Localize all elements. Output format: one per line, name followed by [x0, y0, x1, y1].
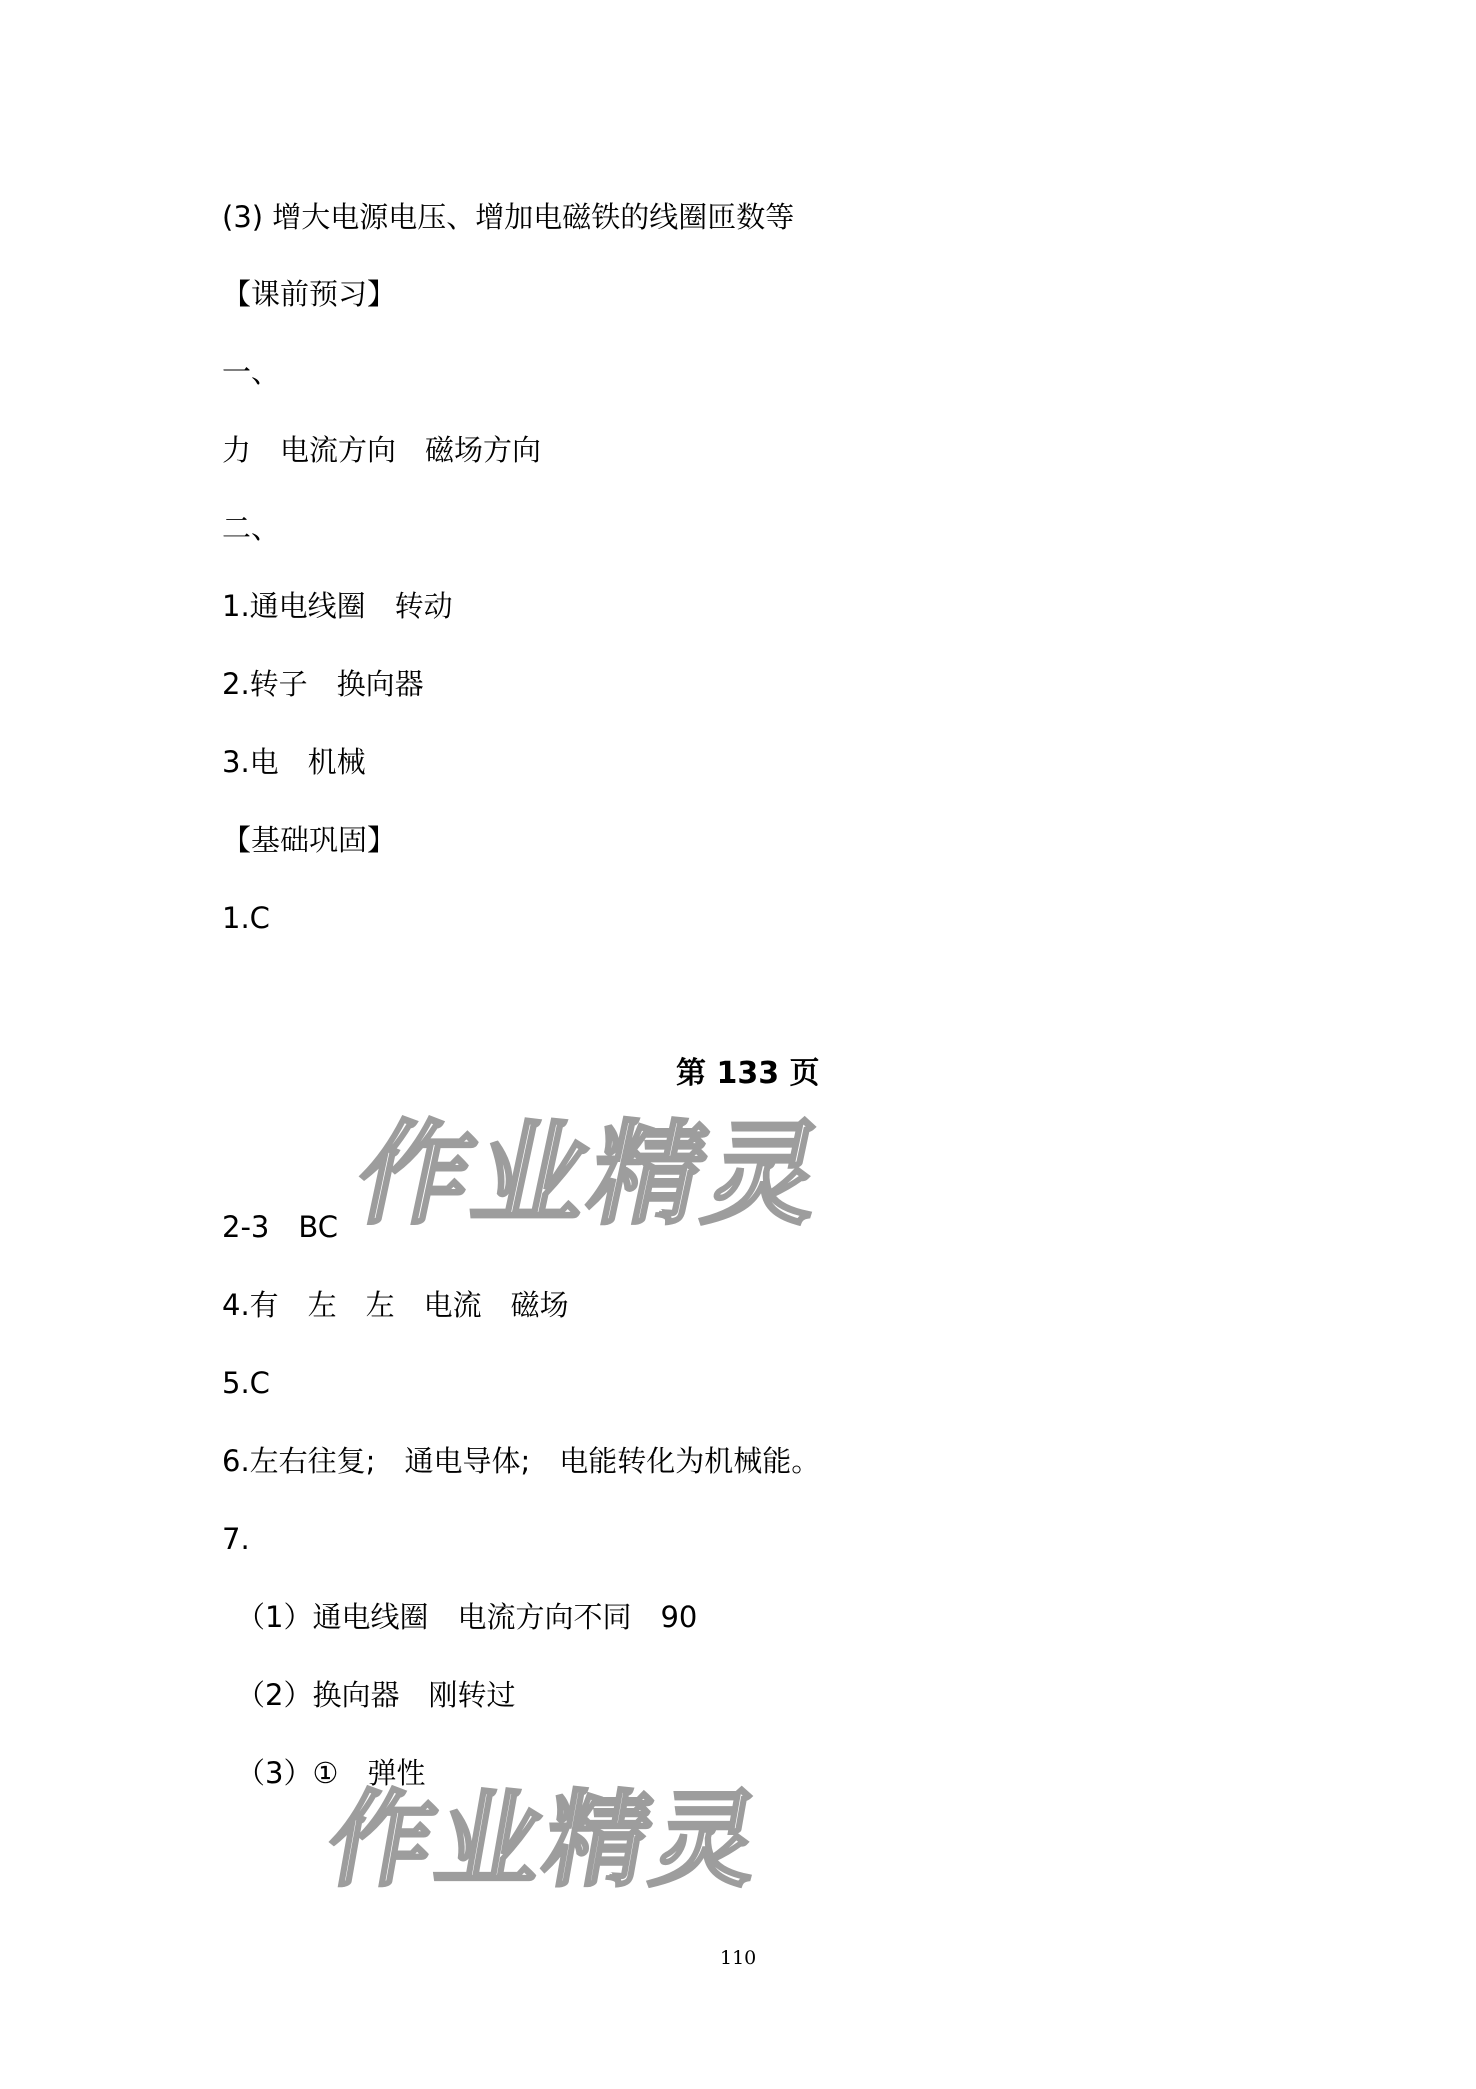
answer-subline: （1）通电线圈 电流方向不同 90: [236, 1600, 698, 1634]
page-heading: 第 133 页: [676, 1056, 820, 1091]
answer-line: 力 电流方向 磁场方向: [222, 433, 542, 467]
answer-line: 一、: [222, 355, 281, 389]
answer-line: 2-3 BC: [222, 1210, 339, 1244]
answer-subline: （2）换向器 刚转过: [236, 1678, 516, 1712]
answer-line: 3.电 机械: [222, 745, 366, 779]
section-heading-basics: 【基础巩固】: [222, 823, 397, 857]
answer-line: 7.: [222, 1522, 250, 1556]
answer-line: (3) 增大电源电压、增加电磁铁的线圈匝数等: [222, 200, 795, 234]
answer-line: 5.C: [222, 1366, 270, 1400]
answer-line: 1.C: [222, 901, 270, 935]
answer-line: 二、: [222, 511, 281, 545]
watermark-logo: 作业精灵: [319, 1779, 773, 1901]
answer-line: 1.通电线圈 转动: [222, 589, 453, 623]
section-heading-preview: 【课前预习】: [222, 277, 397, 311]
answer-line: 2.转子 换向器: [222, 667, 424, 701]
answer-line: 4.有 左 左 电流 磁场: [222, 1288, 569, 1322]
page-number: 110: [720, 1947, 757, 1969]
answer-subline: （3）① 弹性: [236, 1756, 426, 1790]
answer-line: 6.左右往复; 通电导体; 电能转化为机械能。: [222, 1444, 821, 1478]
watermark-logo: 作业精灵: [346, 1110, 838, 1240]
